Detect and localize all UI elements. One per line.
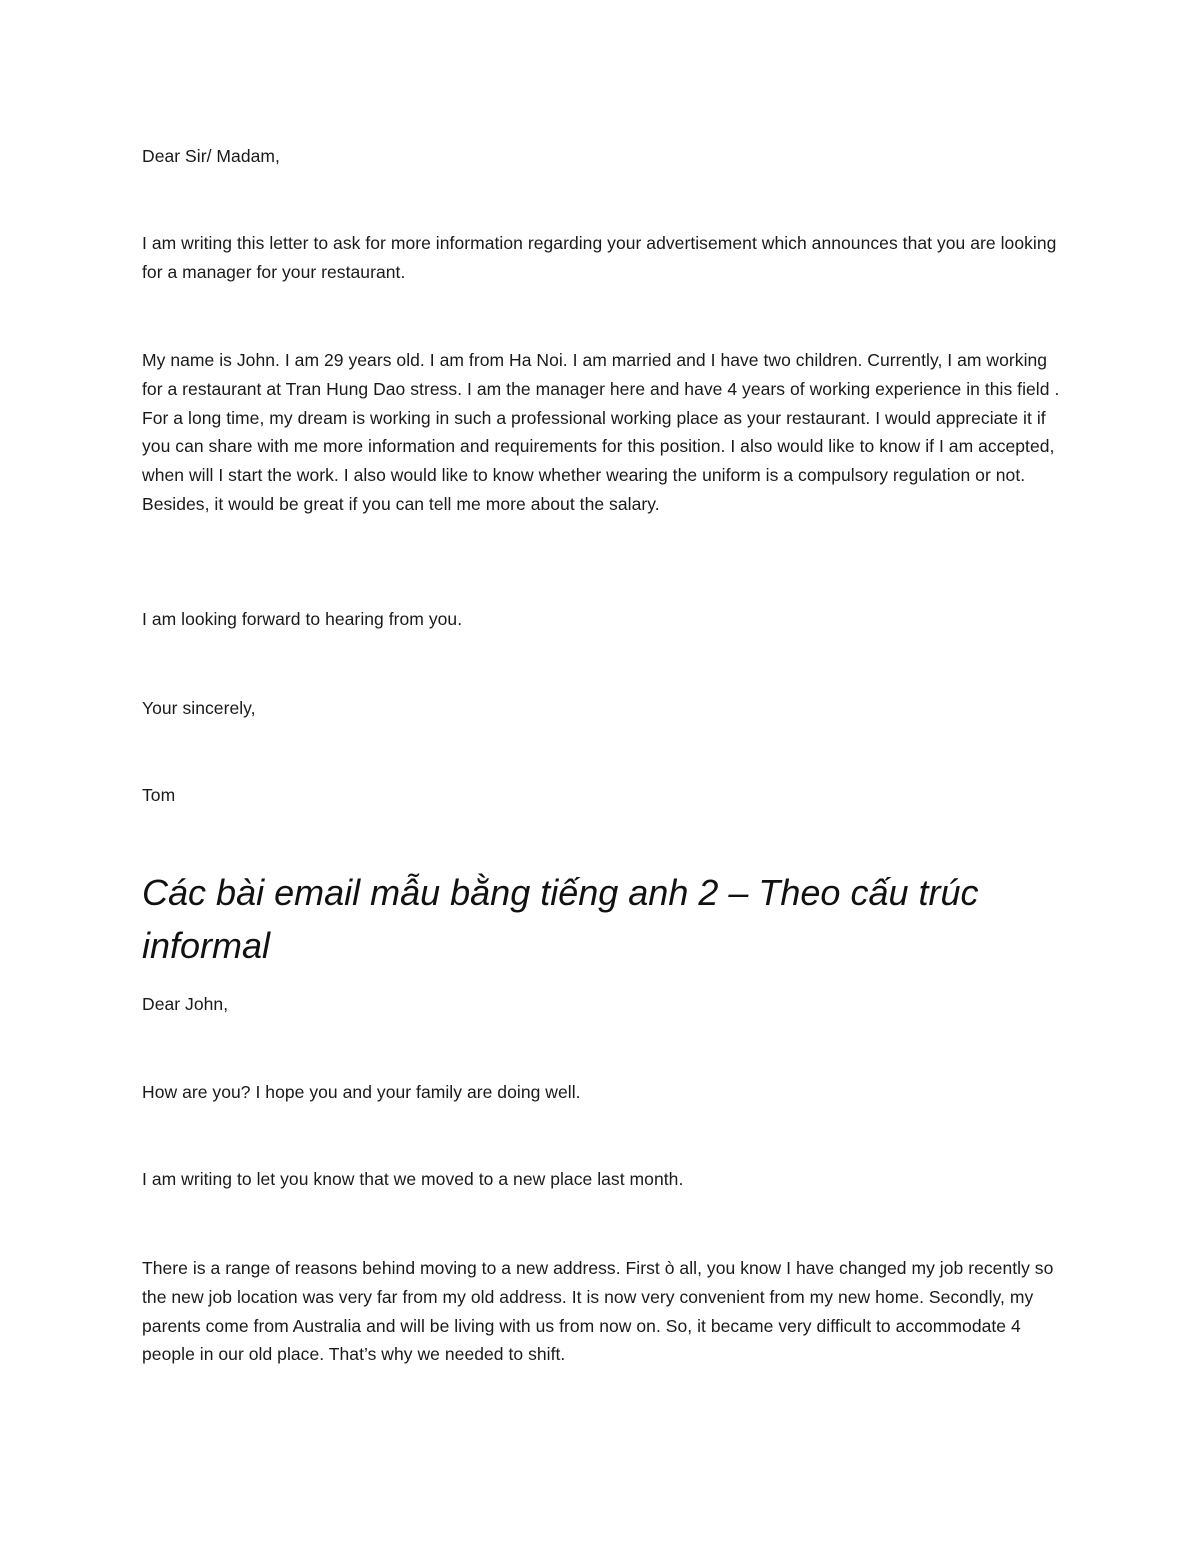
letter2-paragraph-2: I am writing to let you know that we moved to a new place last month. [142, 1169, 684, 1189]
letter1-paragraph-1: I am writing this letter to ask for more information regarding your advertisement which announces that you are looking for a manager for your restaurant. [142, 233, 1057, 282]
letter1-salutation: Dear Sir/ Madam, [142, 146, 280, 166]
letter2-paragraph-1: How are you? I hope you and your family are doing well. [142, 1082, 581, 1102]
letter2-salutation: Dear John, [142, 994, 229, 1014]
letter2-paragraph-3: There is a range of reasons behind moving to a new address. First ò all, you know I have changed my job recently so the new job location was very far from my old address. It is now very convenient from my new home. Secondly, my parents come from Australia and will be living with us from now on. So, it became very difficult to accommodate 4 people in our old place. That’s why we needed to shift. [142, 1258, 1054, 1365]
letter1-sign-off: Your sincerely, [142, 698, 256, 718]
section-heading: Các bài email mẫu bằng tiếng anh 2 – Theo cấu trúc informal [142, 872, 979, 966]
letter1-signature: Tom [142, 785, 176, 805]
letter1-closing-line: I am looking forward to hearing from you. [142, 609, 463, 629]
letter1-paragraph-2: My name is John. I am 29 years old. I am from Ha Noi. I am married and I have two children. Currently, I am working for a restaurant at Tran Hung Dao stress. I am the manager here and have 4 years of working experience in this field . For a long time, my dream is working in such a professional working place as your restaurant. I would appreciate it if you can share with me more information and requirements for this position. I also would like to know if I am accepted, when will I start the work. I also would like to know whether wearing the uniform is a compulsory regulation or not. Besides, it would be great if you can tell me more about the salary. [142, 350, 1060, 514]
